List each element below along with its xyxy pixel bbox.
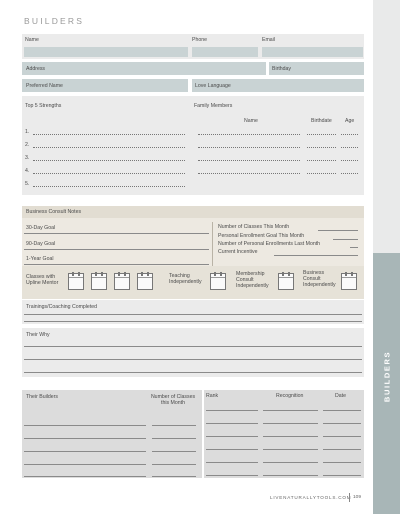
goal-1yr-label: 1-Year Goal — [26, 256, 54, 262]
upline-label: Classes with Upline Mentor — [26, 274, 59, 287]
rank-line[interactable] — [206, 423, 258, 424]
upline-checkbox-1[interactable] — [68, 273, 84, 290]
business-label: Business Consult Independently — [303, 270, 336, 289]
membership-checkbox[interactable] — [278, 273, 294, 290]
family-col-age: Age — [345, 118, 355, 124]
rank-line[interactable] — [206, 436, 258, 437]
footer-site: LIVENATURALLYTOOLS.COM — [270, 495, 352, 500]
recognition-line[interactable] — [263, 475, 318, 476]
why-line[interactable] — [24, 359, 362, 360]
goal-30-line[interactable] — [24, 233, 209, 234]
membership-label: Membership Consult Independently — [236, 271, 269, 290]
family-name-line[interactable] — [198, 134, 300, 135]
strength-line[interactable] — [33, 147, 185, 148]
address-field[interactable] — [22, 62, 266, 75]
side-tab-label: BUILDERS — [382, 350, 392, 403]
email-label: Email — [262, 37, 275, 43]
phone-field[interactable] — [192, 47, 258, 57]
builder-line[interactable] — [24, 464, 146, 465]
builder-classes-line[interactable] — [152, 476, 196, 477]
why-panel — [22, 328, 364, 377]
builder-classes-line[interactable] — [152, 425, 196, 426]
name-label: Name — [25, 37, 39, 43]
consult-title: Business Consult Notes — [26, 209, 82, 215]
recognition-line[interactable] — [263, 462, 318, 463]
upline-checkbox-3[interactable] — [114, 273, 130, 290]
consult-divider — [212, 222, 213, 266]
builder-classes-line[interactable] — [152, 438, 196, 439]
col-builders: Their Builders — [26, 394, 59, 400]
strength-line[interactable] — [33, 186, 185, 187]
why-line[interactable] — [24, 372, 362, 373]
goal-1yr-line[interactable] — [24, 264, 209, 265]
family-birthdate-line[interactable] — [307, 160, 336, 161]
recognition-line[interactable] — [263, 423, 318, 424]
family-birthdate-line[interactable] — [307, 173, 336, 174]
rank-line[interactable] — [206, 475, 258, 476]
upline-checkbox-4[interactable] — [137, 273, 153, 290]
builder-line[interactable] — [24, 438, 146, 439]
strength-number: 3. — [25, 155, 30, 161]
enrollment-goal-line[interactable] — [333, 239, 358, 240]
trainings-line[interactable] — [24, 321, 362, 322]
col-recognition: Recognition — [276, 393, 304, 399]
enrollment-goal-label: Personal Enrollment Goal This Month — [218, 233, 305, 239]
col-classes: Number of Classes this Month — [150, 394, 196, 407]
family-name-line[interactable] — [198, 160, 300, 161]
strength-number: 5. — [25, 181, 30, 187]
builder-line[interactable] — [24, 425, 146, 426]
family-age-line[interactable] — [341, 160, 358, 161]
footer-divider — [349, 493, 350, 502]
page-title: BUILDERS — [24, 16, 85, 26]
goal-90-line[interactable] — [24, 249, 209, 250]
family-col-birthdate: Birthdate — [311, 118, 332, 124]
business-checkbox[interactable] — [341, 273, 357, 290]
builder-line[interactable] — [24, 476, 146, 477]
family-age-line[interactable] — [341, 147, 358, 148]
page-number: 109 — [353, 495, 362, 500]
why-title: Their Why — [26, 332, 50, 338]
date-line[interactable] — [323, 475, 361, 476]
rank-line[interactable] — [206, 410, 258, 411]
email-field[interactable] — [262, 47, 363, 57]
builder-classes-line[interactable] — [152, 451, 196, 452]
date-line[interactable] — [323, 410, 361, 411]
teaching-checkbox[interactable] — [210, 273, 226, 290]
recognition-line[interactable] — [263, 436, 318, 437]
date-line[interactable] — [323, 462, 361, 463]
name-field[interactable] — [24, 47, 188, 57]
why-line[interactable] — [24, 346, 362, 347]
birthday-label: Birthday — [272, 66, 292, 72]
goal-90-label: 90-Day Goal — [26, 241, 56, 247]
preferred-name-label: Preferred Name — [26, 83, 63, 89]
trainings-line[interactable] — [24, 314, 362, 315]
family-birthdate-line[interactable] — [307, 134, 336, 135]
goal-30-label: 30-Day Goal — [26, 225, 56, 231]
classes-month-label: Number of Classes This Month — [218, 224, 290, 230]
address-label: Address — [26, 66, 46, 72]
family-age-line[interactable] — [341, 173, 358, 174]
strength-number: 2. — [25, 142, 30, 148]
builder-line[interactable] — [24, 451, 146, 452]
enrollments-last-line[interactable] — [350, 247, 358, 248]
upline-checkbox-2[interactable] — [91, 273, 107, 290]
family-col-name: Name — [244, 118, 258, 124]
col-date: Date — [335, 393, 346, 399]
family-name-line[interactable] — [198, 173, 300, 174]
family-age-line[interactable] — [341, 134, 358, 135]
strengths-title: Top 5 Strengths — [25, 103, 62, 109]
strength-line[interactable] — [33, 173, 185, 174]
col-rank: Rank — [206, 393, 219, 399]
rank-line[interactable] — [206, 462, 258, 463]
family-title: Family Members — [194, 103, 233, 109]
incentive-line[interactable] — [274, 255, 358, 256]
date-line[interactable] — [323, 436, 361, 437]
recognition-line[interactable] — [263, 449, 318, 450]
phone-label: Phone — [192, 37, 208, 43]
strength-number: 1. — [25, 129, 30, 135]
strength-number: 4. — [25, 168, 30, 174]
enrollments-last-label: Number of Personal Enrollments Last Month — [218, 241, 321, 247]
incentive-label: Current Incentive — [218, 249, 258, 255]
strengths-family-panel — [22, 96, 364, 195]
family-birthdate-line[interactable] — [307, 147, 336, 148]
builders-table-divider — [202, 390, 204, 478]
classes-month-line[interactable] — [318, 230, 358, 231]
trainings-title: Trainings/Coaching Completed — [26, 304, 98, 310]
builder-classes-line[interactable] — [152, 464, 196, 465]
date-line[interactable] — [323, 449, 361, 450]
love-language-label: Love Language — [195, 83, 231, 89]
side-tab — [373, 0, 400, 514]
strength-line[interactable] — [33, 134, 185, 135]
family-name-line[interactable] — [198, 147, 300, 148]
teaching-label: Teaching Independently — [169, 273, 202, 286]
rank-line[interactable] — [206, 449, 258, 450]
recognition-line[interactable] — [263, 410, 318, 411]
strength-line[interactable] — [33, 160, 185, 161]
date-line[interactable] — [323, 423, 361, 424]
